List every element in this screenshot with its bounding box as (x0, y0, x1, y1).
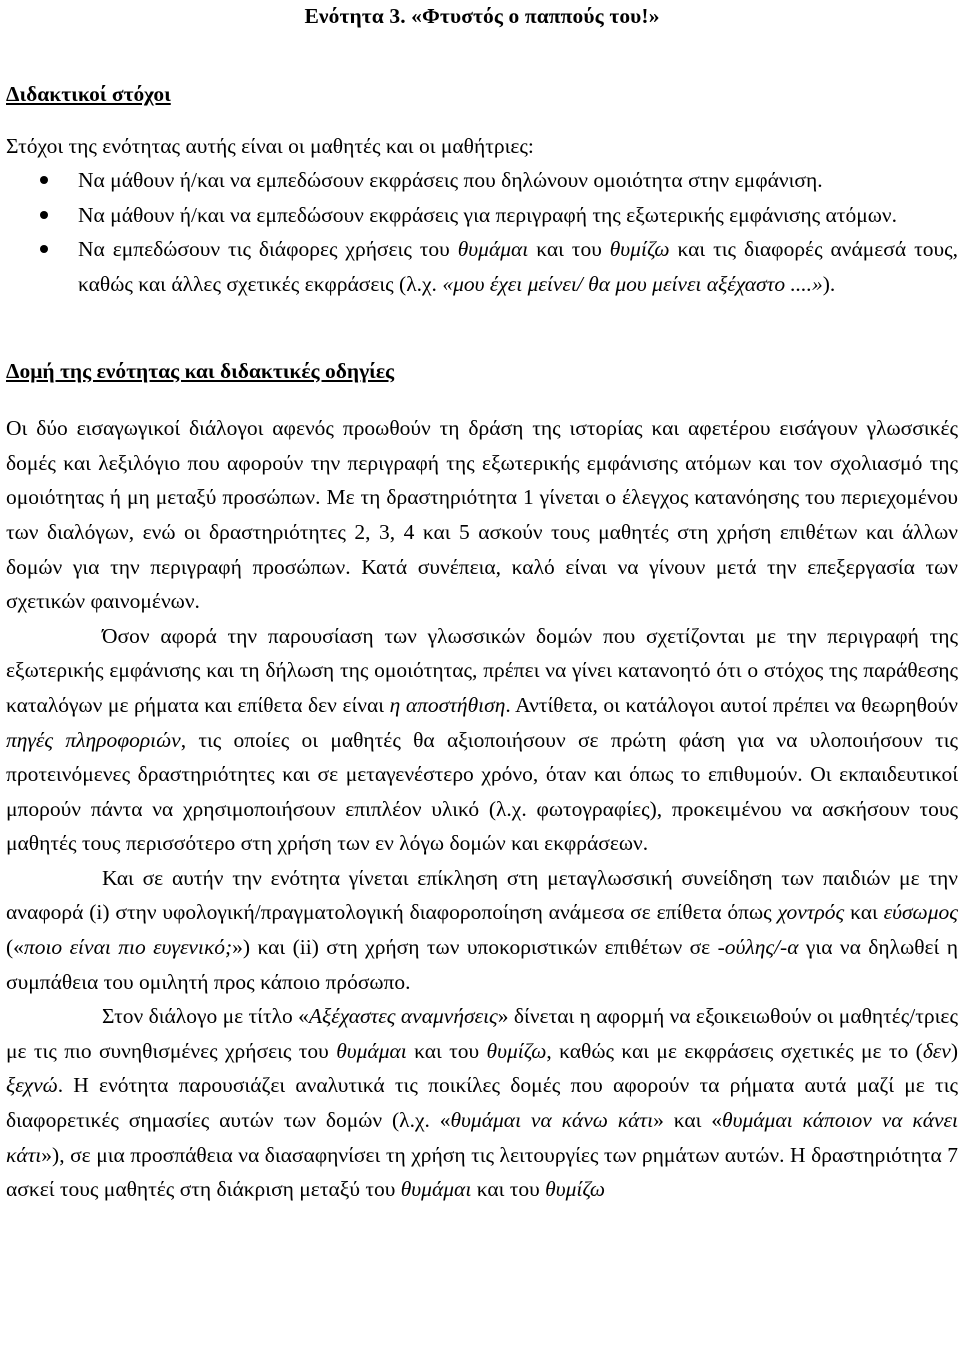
italic-term: θυμίζω (545, 1177, 606, 1202)
body-paragraph (6, 861, 958, 999)
text-run: και τις διαφορές ανάμεσά τους, καθώς και άλλες σχετικές εκφράσεις (λ.χ. (78, 237, 958, 296)
body-paragraph: Οι δύο εισαγωγικοί διάλογοι αφενός προωθούν τη δράση της ιστορίας και αφετέρου εισάγουν γλωσσικές δομές και λεξιλόγιο που αφορούν την περιγραφή της εξωτερικής εμφάνισης ατόμων και τον σχολιασμό της ομοιότητας ή μη μεταξύ προσώπων. Με τη δραστηριότητα 1 γίνεται ο έλεγχος κατανόησης του περιεχομένου των διαλόγων, ενώ οι δραστηριότητες 2, 3, 4 και 5 ασκούν τους μαθητές στη χρήση επιθέτων και άλλων δομών για την περιγραφή προσώπων. Κατά συνέπεια, καλό είναι να γίνουν μετά την επεξεργασία των σχετικών φαινομένων. (6, 416, 958, 614)
body-paragraph (6, 619, 958, 861)
text-run: . Η ενότητα παρουσιάζει αναλυτικά τις ποικίλες δομές που αφορούν τα ρήματα αυτά μαζί με τις διαφορετικές σημασίες αυτών των δομών (λ.χ. « (6, 1073, 958, 1133)
text-run: Όσον αφορά την παρουσίαση των γλωσσικών δομών που σχετίζονται με την περιγραφή της εξωτερικής εμφάνισης και τη δήλωση της ομοιότητας, πρέπει να γίνει κατανοητό ότι ο στόχος της παράθεσης καταλόγων με ρήματα και επίθετα δεν είναι (6, 623, 958, 717)
goal-item: Να μάθουν ή/και να εμπεδώσουν εκφράσεις που δηλώνουν ομοιότητα στην εμφάνιση. (78, 163, 958, 198)
text-run: » δίνεται η αφορμή να εξοικειωθούν οι μαθητές/τριες με τις πιο συνηθισμένες χρήσεις του (6, 1004, 958, 1063)
text-run: και του (406, 1038, 487, 1063)
italic-term: εύσωμος (883, 900, 958, 925)
italic-term: θυμάμαι κάποιον να κάνει κάτι (6, 1108, 958, 1167)
text-run: »), σε μια προσπάθεια να διασαφηνίσει τη χρήση τις λειτουργίες των ρημάτων αυτών. Η δραστηριότητα 7 ασκεί τους μαθητές στη διάκριση μεταξύ του (6, 1142, 958, 1202)
goals-heading: Διδακτικοί στόχοι (6, 82, 171, 106)
italic-term: θυμίζω (486, 1038, 547, 1063)
italic-term: χοντρός (777, 900, 845, 925)
text-run: Να εμπεδώσουν τις διάφορες χρήσεις του (78, 237, 458, 262)
goal-item: Να μάθουν ή/και να εμπεδώσουν εκφράσεις για περιγραφή της εξωτερικής εμφάνισης ατόμων. (78, 198, 958, 233)
italic-term: θυμάμαι (457, 237, 529, 262)
goals-intro: Στόχοι της ενότητας αυτής είναι οι μαθητές και οι μαθήτριες: (6, 133, 534, 158)
text-run: Και σε αυτήν την ενότητα γίνεται επίκληση στη μεταγλωσσική συνείδηση των παιδιών με την αναφορά (i) στην υφολογική/πραγματολογική διαφοροποίηση ανάμεσα σε επίθετα όπως (6, 865, 958, 925)
text-run: για να δηλωθεί η συμπάθεια του ομιλητή προς κάποιο πρόσωπο. (6, 935, 958, 994)
italic-term: θυμάμαι (400, 1177, 472, 1202)
italic-term: δεν (922, 1038, 951, 1063)
italic-term: Αξέχαστες αναμνήσεις (308, 1004, 498, 1029)
italic-term: θυμάμαι να κάνω κάτι (450, 1108, 654, 1133)
text-run: ). (822, 271, 836, 296)
text-run: και του (471, 1177, 546, 1202)
goals-list (6, 163, 958, 301)
text-run: » και « (653, 1108, 723, 1133)
text-run: , καθώς και με εκφράσεις σχετικές με το ( (546, 1038, 923, 1063)
italic-term: «μου έχει μείνει/ θα μου μείνει αξέχαστο ....» (442, 271, 823, 296)
structure-heading: Δομή της ενότητας και διδακτικές οδηγίες (6, 358, 395, 383)
goal-item (78, 232, 958, 301)
italic-term: θυμάμαι (336, 1038, 407, 1063)
italic-term: πηγές πληροφοριών (6, 727, 181, 752)
text-run: Στον διάλογο με τίτλο « (102, 1004, 309, 1029)
text-run: ) (950, 1038, 958, 1063)
text-run: , τις οποίες οι μαθητές θα αξιοποιήσουν σε πρώτη φάση για να υλοποιήσουν τις προτεινόμενες δραστηριότητες και σε μεταγενέστερο χρόνο, όταν και όπως το επιθυμούν. Οι εκπαιδευτικοί μπορούν πάντα να χρησιμοποιήσουν επιπλέον υλικό (λ.χ. φωτογραφίες), προκειμένου να ασκήσουν τους μαθητές τους περισσότερο στη χρήση των εν λόγω δομών και εκφράσεων. (6, 727, 958, 856)
italic-term: ποιο είναι πιο ευγενικό; (23, 935, 233, 960)
text-run: (« (6, 935, 24, 960)
italic-term: θυμίζω (609, 237, 670, 262)
text-run: ») και (ii) στη χρήση των υποκοριστικών επιθέτων σε - (232, 935, 725, 960)
italic-term: ξεχνώ (6, 1073, 58, 1098)
document-title: Ενότητα 3. «Φτυστός ο παππούς του!» (304, 4, 660, 28)
text-run: και του (528, 237, 610, 262)
italic-term: ούλης/-α (724, 935, 799, 960)
italic-term: η αποστήθιση (389, 692, 506, 717)
document-page (6, 0, 958, 1207)
text-run: και (844, 900, 884, 925)
text-run: . Αντίθετα, οι κατάλογοι αυτοί πρέπει να θεωρηθούν (505, 692, 958, 717)
body-paragraph (6, 999, 958, 1207)
